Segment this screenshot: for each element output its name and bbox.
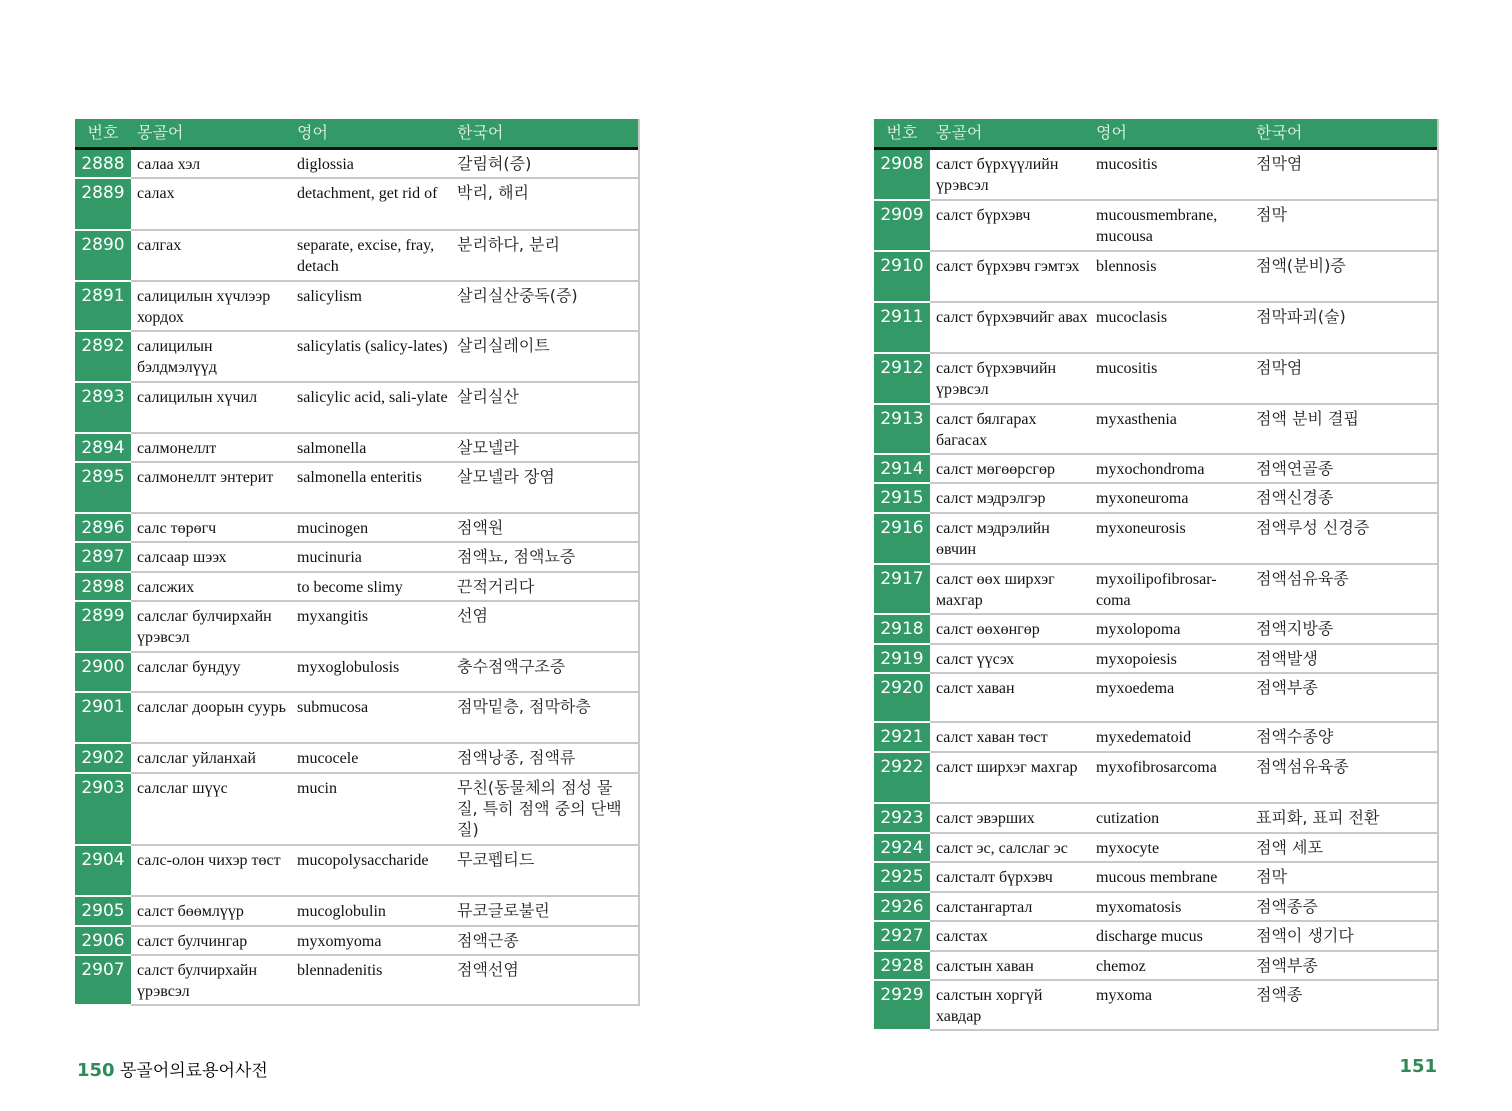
term-korean: 살모넬라 [457,438,519,457]
term-mongolian: салгах [137,237,182,254]
right-term-table [874,119,1439,1031]
term-english: salicylism [297,288,362,305]
table-row [874,952,1437,981]
term-mongolian: салслаг уйланхай [137,750,256,767]
term-english: cutization [1096,810,1160,827]
term-korean: 점액종 [1256,985,1303,1004]
term-korean: 점액지방종 [1256,619,1334,638]
term-english: to become slimy [297,579,403,596]
term-english: myxoneuroma [1096,490,1189,507]
table-row [874,405,1437,455]
term-number: 2922 [874,753,930,804]
term-korean: 점액발생 [1256,649,1318,668]
term-english: detachment, get rid of [297,185,438,202]
table-row [874,150,1437,201]
term-number: 2914 [874,455,930,484]
table-row [75,383,638,434]
term-number: 2900 [75,653,131,693]
term-korean: 점액섬유육종 [1256,569,1349,588]
table-row [75,231,638,282]
term-number: 2904 [75,846,131,897]
term-mongolian: салст бүрхэвчийн үрэвсэл [936,360,1057,398]
term-english: mucin [297,780,337,797]
table-row [75,463,638,514]
term-korean: 점액선염 [457,960,519,979]
table-header [874,119,1437,150]
term-number: 2928 [874,952,930,981]
table-row [75,927,638,956]
term-number: 2888 [75,150,131,179]
term-mongolian: салс төрөгч [137,520,217,537]
table-row [874,303,1437,354]
table-row [874,252,1437,303]
table-row [874,455,1437,484]
term-number: 2890 [75,231,131,282]
term-number: 2891 [75,282,131,332]
term-english: mucinuria [297,549,362,566]
term-korean: 점막염 [1256,358,1303,377]
term-mongolian: салслаг бундуу [137,659,241,676]
table-row [874,201,1437,252]
table-row [874,615,1437,645]
book-title: 몽골어의료용어사전 [119,1061,268,1081]
term-number: 2925 [874,863,930,893]
term-korean: 점액수종양 [1256,727,1334,746]
term-mongolian: салст ширхэг махгар [936,759,1078,776]
header-korean: 한국어 [1256,123,1303,142]
term-korean: 점액(분비)증 [1256,256,1346,275]
term-korean: 점액원 [457,518,504,537]
term-mongolian: салсаар шээх [137,549,227,566]
term-english: salmonella [297,440,367,457]
header-mongolian: 몽골어 [936,123,983,142]
table-row [874,645,1437,674]
term-number: 2902 [75,744,131,774]
term-korean: 점막 [1256,205,1287,224]
table-row [75,602,638,653]
table-row [874,674,1437,723]
term-korean: 점막 [1256,867,1287,886]
table-row [75,434,638,463]
term-english: blennosis [1096,258,1157,275]
term-number: 2919 [874,645,930,674]
table-row [75,956,638,1006]
term-english: myxochondroma [1096,461,1205,478]
left-term-table [75,119,640,1006]
term-number: 2896 [75,514,131,543]
table-row [874,354,1437,405]
term-number: 2913 [874,405,930,455]
term-mongolian: салст бүрхэвч [936,207,1031,224]
term-english: myxoilipofibrosar-coma [1096,571,1217,609]
term-korean: 점액신경종 [1256,488,1334,507]
term-number: 2909 [874,201,930,252]
term-english: mucoclasis [1096,309,1168,326]
table-body [874,150,1437,1031]
table-row [75,846,638,897]
term-korean: 점액부종 [1256,956,1318,975]
term-korean: 점액종증 [1256,897,1318,916]
term-mongolian: салаа хэл [137,156,201,173]
term-number: 2920 [874,674,930,723]
term-number: 2923 [874,804,930,834]
term-mongolian: салст бүрхэвчийг авах [936,309,1088,326]
table-row [75,774,638,846]
term-number: 2912 [874,354,930,405]
table-row [874,893,1437,922]
term-number: 2905 [75,897,131,927]
term-korean: 점액루성 신경증 [1256,518,1370,537]
term-mongolian: салст булчингар [137,933,248,950]
term-mongolian: салст өөхөнгөр [936,621,1040,638]
term-korean: 점액뇨, 점액뇨증 [457,547,576,566]
table-row [75,573,638,602]
term-korean: 끈적거리다 [457,577,535,596]
term-number: 2906 [75,927,131,956]
term-english: myxocyte [1096,840,1160,857]
term-number: 2921 [874,723,930,753]
term-english: myxangitis [297,608,369,625]
term-mongolian: салицилын бэлдмэлүүд [137,338,217,376]
term-number: 2899 [75,602,131,653]
term-korean: 점액이 생기다 [1256,926,1354,945]
term-mongolian: салст өөх ширхэг махгар [936,571,1055,609]
term-mongolian: салст эс, салслаг эс [936,840,1068,857]
term-korean: 점액근종 [457,931,519,950]
term-korean: 점막밑층, 점막하층 [457,697,591,716]
term-korean: 충수점액구조증 [457,657,566,676]
term-number: 2889 [75,179,131,231]
term-mongolian: салст мэдрэлгэр [936,490,1046,507]
term-english: mucinogen [297,520,369,537]
term-number: 2926 [874,893,930,922]
header-mongolian: 몽골어 [137,123,184,142]
term-korean: 갈림혀(증) [457,154,532,173]
table-row [75,653,638,693]
term-mongolian: салицилын хүчил [137,389,258,406]
term-number: 2915 [874,484,930,514]
term-mongolian: салсталт бүрхэвч [936,869,1053,886]
right-footer [1399,1056,1437,1077]
term-english: discharge mucus [1096,928,1203,945]
term-english: mucopolysaccharide [297,852,429,869]
table-row [874,753,1437,804]
term-number: 2898 [75,573,131,602]
table-row [75,332,638,383]
term-english: salicylatis (salicy-lates) [297,338,448,355]
term-number: 2929 [874,981,930,1031]
term-mongolian: салстын хаван [936,958,1034,975]
term-english: mucositis [1096,156,1158,173]
term-number: 2893 [75,383,131,434]
term-mongolian: салмонеллт [137,440,217,457]
term-korean: 무코펩티드 [457,850,535,869]
table-row [75,744,638,774]
term-english: mucoglobulin [297,903,386,920]
table-row [874,863,1437,893]
term-mongolian: салслаг доорын суурь [137,699,286,716]
term-number: 2911 [874,303,930,354]
term-english: myxoglobulosis [297,659,400,676]
term-korean: 분리하다, 분리 [457,235,560,254]
term-korean: 살리실산 [457,387,519,406]
term-mongolian: салст бүрхүүлийн үрэвсэл [936,156,1059,194]
term-mongolian: салмонеллт энтерит [137,469,274,486]
term-number: 2918 [874,615,930,645]
term-english: myxomatosis [1096,899,1182,916]
term-mongolian: салст бүрхэвч гэмтэх [936,258,1080,275]
term-english: blennadenitis [297,962,383,979]
header-number: 번호 [87,123,119,142]
term-number: 2907 [75,956,131,1006]
header-english: 영어 [297,123,328,142]
header-number: 번호 [886,123,918,142]
term-korean: 점액부종 [1256,678,1318,697]
table-row [75,150,638,179]
term-number: 2917 [874,565,930,615]
term-mongolian: салслаг булчирхайн үрэвсэл [137,608,272,646]
page-number: 150 [77,1060,115,1081]
table-row [75,282,638,332]
table-body [75,150,638,1006]
term-korean: 점막파괴(술) [1256,307,1346,326]
header-korean: 한국어 [457,123,504,142]
term-number: 2916 [874,514,930,565]
term-korean: 박리, 해리 [457,183,529,202]
term-number: 2927 [874,922,930,952]
term-mongolian: салслаг шүүс [137,780,228,797]
term-english: myxoma [1096,987,1152,1004]
term-number: 2924 [874,834,930,863]
term-english: salmonella enteritis [297,469,422,486]
term-english: separate, excise, fray, detach [297,237,435,275]
term-number: 2897 [75,543,131,573]
term-number: 2892 [75,332,131,383]
term-mongolian: салст хаван төст [936,729,1048,746]
term-mongolian: салстах [936,928,988,945]
table-row [874,514,1437,565]
header-english: 영어 [1096,123,1127,142]
table-row [75,179,638,231]
term-mongolian: салст хаван [936,680,1015,697]
left-footer [77,1056,268,1081]
term-mongolian: салст мэдрэлийн өвчин [936,520,1050,558]
term-korean: 살리실레이트 [457,336,550,355]
term-mongolian: салстын хоргүй хавдар [936,987,1043,1025]
table-header [75,119,638,150]
term-mongolian: салс-олон чихэр төст [137,852,281,869]
term-korean: 점액연골종 [1256,459,1334,478]
table-row [874,804,1437,834]
page-number: 151 [1399,1056,1437,1077]
term-english: mucocele [297,750,359,767]
term-number: 2903 [75,774,131,846]
term-number: 2895 [75,463,131,514]
term-english: myxoneurosis [1096,520,1186,537]
table-row [75,543,638,573]
table-row [75,514,638,543]
term-english: chemoz [1096,958,1146,975]
term-number: 2894 [75,434,131,463]
term-korean: 선염 [457,606,488,625]
term-mongolian: салст булчирхайн үрэвсэл [137,962,258,1000]
table-row [874,723,1437,753]
term-mongolian: салицилын хүчлээр хордох [137,288,271,326]
table-row [874,484,1437,514]
term-mongolian: салст мөгөөрсгөр [936,461,1055,478]
term-english: mucousmembrane, mucousa [1096,207,1218,245]
term-number: 2908 [874,150,930,201]
term-korean: 무친(동물체의 점성 물질, 특히 점액 중의 단백질) [457,778,622,839]
term-mongolian: салах [137,185,175,202]
term-korean: 점액섬유육종 [1256,757,1349,776]
term-english: diglossia [297,156,354,173]
term-english: submucosa [297,699,369,716]
table-row [75,897,638,927]
term-number: 2910 [874,252,930,303]
term-korean: 점막염 [1256,154,1303,173]
term-english: myxolopoma [1096,621,1181,638]
table-row [874,565,1437,615]
term-mongolian: салст бөөмлүүр [137,903,244,920]
term-mongolian: салст бялгарах багасах [936,411,1037,449]
term-korean: 뮤코글로불린 [457,901,550,920]
table-row [874,981,1437,1031]
term-korean: 표피화, 표피 전환 [1256,808,1380,827]
term-english: myxopoiesis [1096,651,1177,668]
term-korean: 점액 분비 결핍 [1256,409,1359,428]
term-english: myxedematoid [1096,729,1192,746]
term-english: myxoedema [1096,680,1175,697]
term-korean: 살리실산중독(증) [457,286,578,305]
term-korean: 점액낭종, 점액류 [457,748,576,767]
term-english: myxofibrosarcoma [1096,759,1217,776]
term-english: mucous membrane [1096,869,1218,886]
table-row [75,693,638,744]
term-english: salicylic acid, sali-ylate [297,389,448,406]
term-korean: 점액 세포 [1256,838,1323,857]
term-korean: 살모넬라 장염 [457,467,555,486]
term-english: mucositis [1096,360,1158,377]
term-mongolian: салст эвэрших [936,810,1035,827]
term-number: 2901 [75,693,131,744]
term-mongolian: салстангартал [936,899,1033,916]
table-row [874,834,1437,863]
term-english: myxomyoma [297,933,382,950]
table-row [874,922,1437,952]
term-mongolian: салсжих [137,579,195,596]
term-english: myxasthenia [1096,411,1177,428]
term-mongolian: салст үүсэх [936,651,1015,668]
